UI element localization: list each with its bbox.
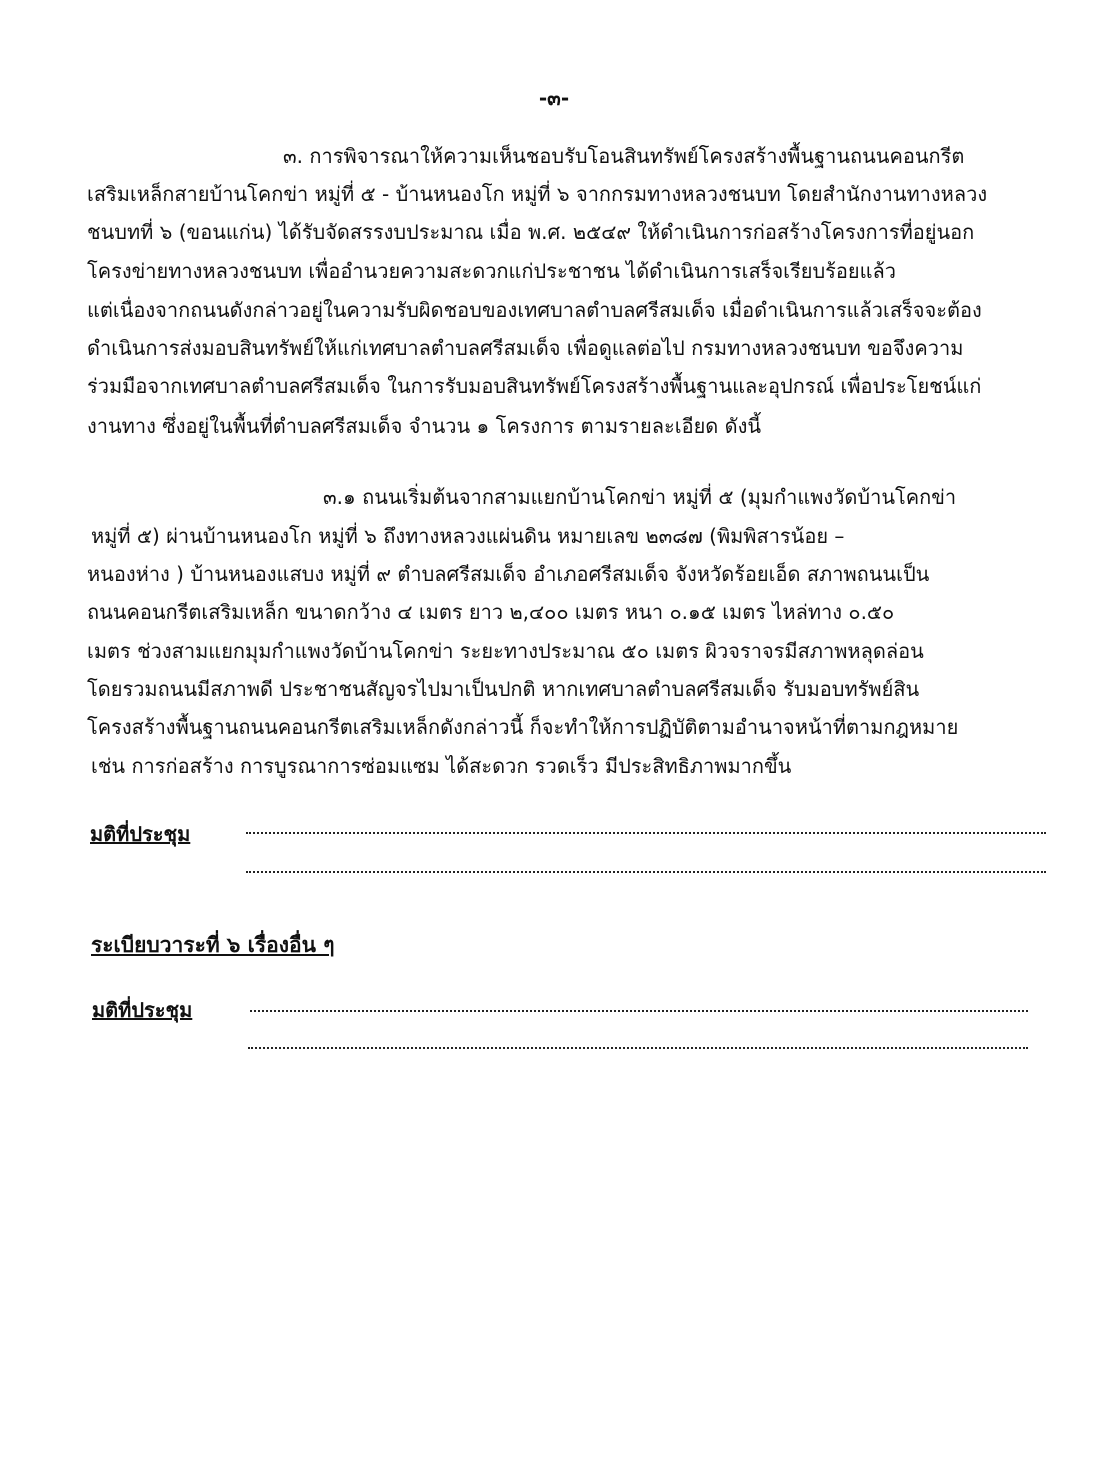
paragraph-line: ชนบทที่ ๖ (ขอนแก่น) ได้รับจัดสรรงบประมาณ เมื่อ พ.ศ. ๒๕๔๙ ให้ดำเนินการก่อสร้างโครงการที่อยู่นอก [87, 220, 975, 244]
paragraph-line: โดยรวมถนนมีสภาพดี ประชาชนสัญจรไปมาเป็นปกติ หากเทศบาลตำบลศรีสมเด็จ รับมอบทรัพย์สิน [87, 677, 920, 701]
paragraph-line: ถนนคอนกรีตเสริมเหล็ก ขนาดกว้าง ๔ เมตร ยาว ๒,๔๐๐ เมตร หนา ๐.๑๕ เมตร ไหล่ทาง ๐.๕๐ [87, 600, 895, 624]
paragraph-line: หมู่ที่ ๕) ผ่านบ้านหนองโก หมู่ที่ ๖ ถึงทางหลวงแผ่นดิน หมายเลข ๒๓๘๗ (พิมพิสารน้อย – [91, 524, 845, 548]
paragraph-line: แต่เนื่องจากถนนดังกล่าวอยู่ในความรับผิดชอบของเทศบาลตำบลศรีสมเด็จ เมื่อดำเนินการแล้วเสร็จจะต้อง [87, 298, 982, 322]
paragraph-line: ๓.๑ ถนนเริ่มต้นจากสามแยกบ้านโคกข่า หมู่ที่ ๕ (มุมกำแพงวัดบ้านโคกข่า [323, 485, 957, 509]
resolution-fill-line[interactable] [246, 832, 1046, 834]
paragraph-line: หนองห่าง ) บ้านหนองแสบง หมู่ที่ ๙ ตำบลศรีสมเด็จ อำเภอศรีสมเด็จ จังหวัดร้อยเอ็ด สภาพถนนเป็น [87, 562, 930, 586]
paragraph-line: งานทาง ซึ่งอยู่ในพื้นที่ตำบลศรีสมเด็จ จำนวน ๑ โครงการ ตามรายละเอียด ดังนี้ [87, 414, 762, 438]
resolution-label: มติที่ประชุม [92, 998, 193, 1022]
paragraph-line: เช่น การก่อสร้าง การบูรณาการซ่อมแซม ได้สะดวก รวดเร็ว มีประสิทธิภาพมากขึ้น [91, 754, 792, 778]
paragraph-line: เสริมเหล็กสายบ้านโคกข่า หมู่ที่ ๕ - บ้านหนองโก หมู่ที่ ๖ จากกรมทางหลวงชนบท โดยสำนักงานทางหลวง [87, 182, 988, 206]
paragraph-line: ดำเนินการส่งมอบสินทรัพย์ให้แก่เทศบาลตำบลศรีสมเด็จ เพื่อดูแลต่อไป กรมทางหลวงชนบท ขอจึงความ [87, 336, 964, 360]
resolution-label: มติที่ประชุม [90, 822, 191, 846]
page-number: -๓- [538, 86, 570, 110]
resolution-fill-line[interactable] [246, 871, 1046, 873]
agenda-6-heading: ระเบียบวาระที่ ๖ เรื่องอื่น ๆ [91, 933, 335, 957]
resolution-fill-line[interactable] [248, 1047, 1028, 1049]
paragraph-line: ร่วมมือจากเทศบาลตำบลศรีสมเด็จ ในการรับมอบสินทรัพย์โครงสร้างพื้นฐานและอุปกรณ์ เพื่อประโยชน์แก่ [87, 374, 982, 398]
paragraph-line: โครงข่ายทางหลวงชนบท เพื่ออำนวยความสะดวกแก่ประชาชน ได้ดำเนินการเสร็จเรียบร้อยแล้ว [87, 259, 897, 283]
paragraph-line: เมตร ช่วงสามแยกมุมกำแพงวัดบ้านโคกข่า ระยะทางประมาณ ๕๐ เมตร ผิวจราจรมีสภาพหลุดล่อน [87, 639, 924, 663]
paragraph-line: ๓. การพิจารณาให้ความเห็นชอบรับโอนสินทรัพย์โครงสร้างพื้นฐานถนนคอนกรีต [283, 144, 965, 168]
resolution-fill-line[interactable] [250, 1010, 1028, 1012]
paragraph-line: โครงสร้างพื้นฐานถนนคอนกรีตเสริมเหล็กดังกล่าวนี้ ก็จะทำให้การปฏิบัติตามอำนาจหน้าที่ตามกฎหมาย [87, 715, 959, 739]
